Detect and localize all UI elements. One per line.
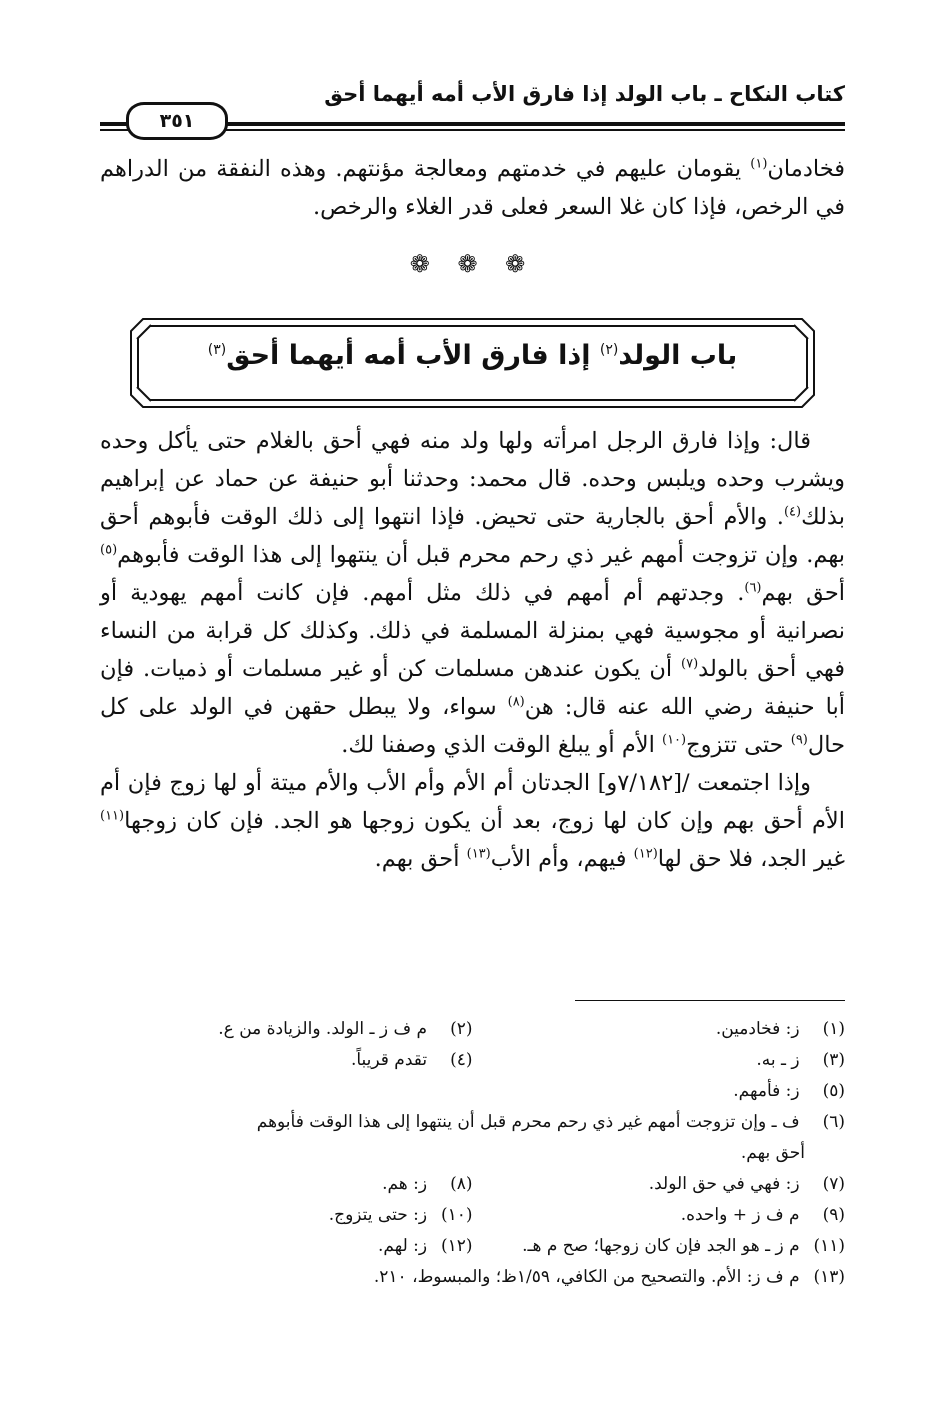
footnote-text: تقدم قريباً. <box>350 1050 428 1070</box>
page-number-badge <box>126 102 228 140</box>
text-span: فيهم، وأم الأب <box>490 846 634 872</box>
footnote-number: (٥) <box>822 1081 845 1101</box>
footnote-ref: (٢) <box>599 342 619 358</box>
text-span: غير الجد، فلا حق لها <box>657 846 845 872</box>
text-span: أحق بهم <box>761 580 846 606</box>
footnote-ref: (٧) <box>681 656 699 672</box>
footnote-row <box>100 1169 845 1200</box>
footnote <box>733 1076 845 1107</box>
footnote-number: (٧) <box>822 1174 845 1194</box>
footnote-text: ز: فأمهم. <box>733 1081 800 1101</box>
footnote <box>100 1169 473 1200</box>
footnote-text: ز: هم. <box>382 1174 428 1194</box>
footnote-ref: (١) <box>750 156 768 172</box>
footnote-text: م ف ز: الأم. والتصحيح من الكافي، ١/٥٩ظ؛ والمبسوط، ٢١٠. <box>373 1267 800 1287</box>
paragraph <box>100 422 845 764</box>
footnote-row <box>100 1231 845 1262</box>
text-span: إذا فارق الأب أمه أيهما أحق <box>226 340 600 371</box>
footnote-row <box>100 1138 845 1169</box>
footnote-number: (١٣) <box>813 1267 845 1287</box>
paragraph <box>100 764 845 878</box>
footnote-number: (١) <box>822 1019 845 1039</box>
footnote-number: (٨) <box>450 1174 473 1194</box>
footnote <box>100 1231 473 1262</box>
footnote-number: (٦) <box>822 1112 845 1132</box>
footnote-row <box>100 1262 845 1293</box>
footnotes <box>100 1014 845 1293</box>
footnote <box>374 1262 845 1293</box>
footnote-ref: (١١) <box>100 808 125 824</box>
text-span: فخادمان <box>767 156 845 182</box>
footnote-text: ز: فهي في حق الولد. <box>648 1174 800 1194</box>
footnote <box>473 1231 846 1262</box>
footnote-continuation: أحق بهم. <box>740 1143 805 1163</box>
footnote-number: (١٢) <box>440 1236 473 1256</box>
footnote <box>473 1014 846 1045</box>
footnote-text: ز: لهم. <box>378 1236 428 1256</box>
text-span: يقومان عليهم في خدمتهم ومعالجة مؤنتهم. وهذه النفقة من الدراهم في الرخص، فإذا كان غلا السعر فعلى قدر الغلاء والرخص. <box>100 156 845 220</box>
footnote <box>473 1200 846 1231</box>
footnote-row <box>100 1014 845 1045</box>
text-span: أن يكون عندهن مسلمات كن أو غير مسلمات أو ذميات. فإن أبا حنيفة رضي الله عنه قال: هن <box>100 656 845 720</box>
chapter-heading-frame <box>130 318 815 408</box>
footnote-ref: (١٢) <box>633 846 658 862</box>
text-span: . وجدتهم أم أمهم في ذلك مثل أمهم. فإن كانت أمهم يهودية أو نصرانية أو مجوسية فهي بمنزلة المسلمة في ذلك. وكذلك كل قرابة من النساء فهي أحق بالولد <box>100 580 846 682</box>
footnote-ref: (٤) <box>783 504 802 520</box>
footnote-row <box>100 1107 845 1138</box>
text-span: . والأم أحق بالجارية حتى تحيض. فإذا انتهوا إلى ذلك الوقت فأبوهم أحق بهم. وإن تزوجت أمهم غير ذي رحم محرم قبل أن ينتهوا إلى هذا الوقت فأبوهم <box>100 504 845 568</box>
running-title: كتاب النكاح ـ باب الولد إذا فارق الأب أمه أيهما أحق <box>324 82 845 106</box>
footnote-ref: (٨) <box>507 694 525 710</box>
footnote <box>100 1200 473 1231</box>
chapter-title <box>130 340 815 371</box>
footnote-text: ز ـ به. <box>756 1050 800 1070</box>
text-span: الأم أو يبلغ الوقت الذي وصفنا لك. <box>341 732 662 758</box>
footnote-text: ف ـ وإن تزوجت أمهم غير ذي رحم محرم قبل أن ينتهوا إلى هذا الوقت فأبوهم <box>256 1112 800 1132</box>
running-header <box>100 82 845 130</box>
footnote <box>100 1045 473 1076</box>
main-text <box>100 422 845 878</box>
footnote-text: م ف ز + واحده. <box>680 1205 800 1225</box>
page-number: ٣٥١ <box>159 110 195 132</box>
text-span: وإذا اجتمعت /[٧/١٨٢و] الجدتان أم الأم وأم الأب والأم ميتة أو لها زوج فإن أم الأم أحق بهم وإن كان لها زوج، بعد أن يكون زوجها هو الجد. فإن كان زوجها <box>100 770 845 834</box>
footnote-row <box>100 1076 845 1107</box>
footnote-number: (١٠) <box>440 1205 473 1225</box>
footnote <box>473 1169 846 1200</box>
footnote-text: م ز ـ هو الجد فإن كان زوجها؛ صح م هـ. <box>522 1236 800 1256</box>
footnote-number: (٣) <box>822 1050 845 1070</box>
footnote-text: م ف ز ـ الولد. والزيادة من ع. <box>218 1019 428 1039</box>
footnote-text: ز: فخادمين. <box>715 1019 800 1039</box>
footnote-number: (٤) <box>450 1050 473 1070</box>
ornament-separator: ❁ ❁ ❁ <box>409 250 536 278</box>
footnote <box>473 1045 846 1076</box>
footnote-row <box>100 1200 845 1231</box>
footnote-number: (٩) <box>822 1205 845 1225</box>
text-span: قال: وإذا فارق الرجل امرأته ولها ولد منه فهي أحق بالغلام حتى يأكل وحده ويشرب وحده ويلبس وحده. قال محمد: وحدثنا أبو حنيفة عن حماد عن إبراهيم بذلك <box>100 428 845 530</box>
footnote-ref: (٥) <box>100 542 118 558</box>
footnote-number: (٢) <box>450 1019 473 1039</box>
footnote <box>100 1014 473 1045</box>
footnote-ref: (٩) <box>790 732 808 748</box>
intro-paragraph <box>100 150 845 226</box>
footnote-ref: (٣) <box>207 342 227 358</box>
text-span: سواء، ولا يبطل حقهن في الولد على كل حال <box>100 694 845 758</box>
footnote-ref: (١٣) <box>466 846 491 862</box>
text-span: أحق بهم. <box>374 846 467 872</box>
footnote-number: (١١) <box>813 1236 845 1256</box>
footnote-text: ز: حتى يتزوج. <box>328 1205 428 1225</box>
footnote-ref: (٦) <box>744 580 762 596</box>
text-span: باب الولد <box>618 340 738 371</box>
footnote-ref: (١٠) <box>661 732 687 748</box>
footnote-row <box>100 1045 845 1076</box>
footnote-rule <box>575 1000 845 1001</box>
text-span: حتى تتزوج <box>686 732 791 758</box>
footnote <box>257 1107 845 1138</box>
